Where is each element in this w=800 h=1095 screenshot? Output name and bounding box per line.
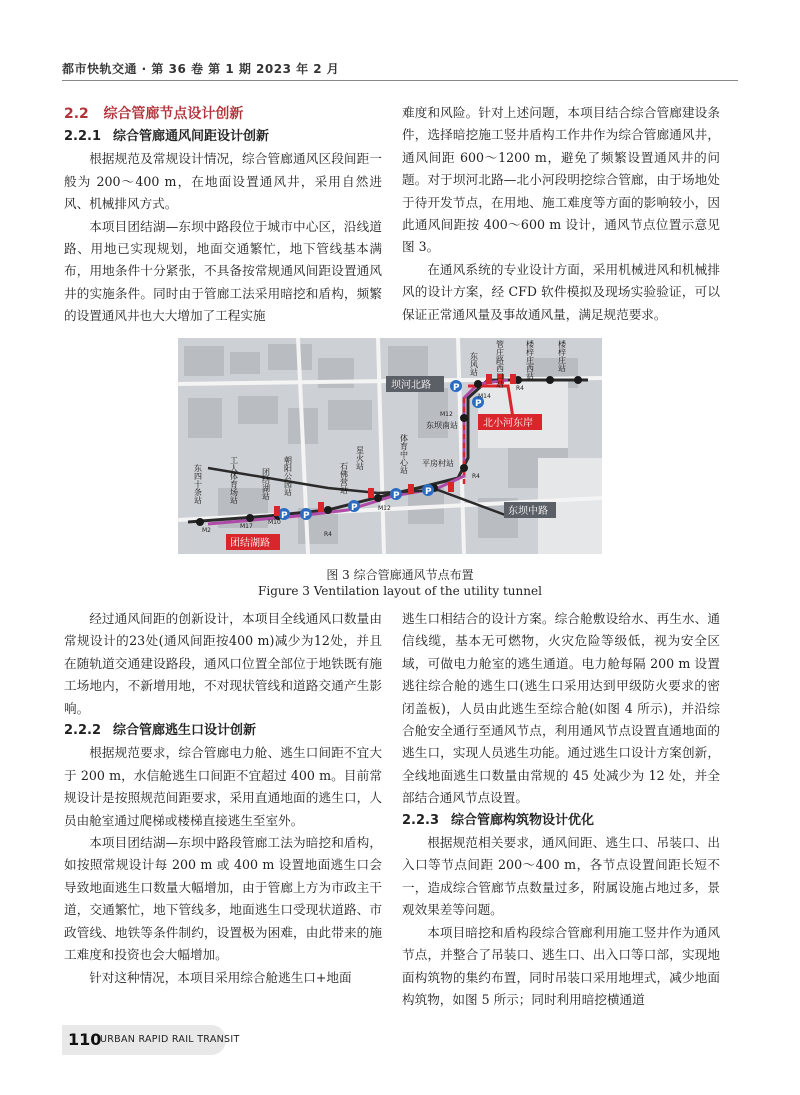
line-mark: M17 (240, 523, 253, 530)
figure-caption-cn: 图 3 综合管廊通风节点布置 (326, 568, 474, 582)
svg-text:P: P (303, 511, 310, 521)
subsection-title: 综合管廊通风间距设计创新 (113, 129, 270, 144)
paragraph: 逃生口相结合的设计方案。综合舱敷设给水、再生水、通信线缆，基本无可燃物，火灾危险等级低，视为安全区域，可做电力舱室的逃生通道。电力舱每隔 200 m 设置逃往综合舱的逃生口(逃生口采用达到甲级防火要求的密闭盖板)，人员由此逃生至综合舱(如图 4 所示)，并沿综合舱安全通行至通风节点，利用通风节点设置直通地面的逃生口，实现人员逃生功能。通过逃生口设计方案创新，全线地面逃生口数量由常规的 45 处减少为 12 处，并全部结合通风节点设置。 (402, 611, 720, 806)
station-label: 管庄路西口站 (495, 340, 505, 388)
line-mark: M14 (478, 393, 491, 400)
paragraph: 本项目团结湖—东坝中路段位于城市中心区，沿线道路、用地已实现规划，地面交通繁忙，地下管线基本满布，用地条件十分紧张，不具备按常规通风间距设置通风井的实施条件。同时由于管廊工法采用暗挖和盾构，频繁的设置通风井也大大增加了工程实施 (64, 218, 382, 324)
paragraph: 本项目暗挖和盾构段综合管廊利用施工竖井作为通风节点，并整合了吊装口、逃生口、出入口等口部，实现地面构筑物的集约布置，同时吊装口采用地埋式，减少地面构筑物，如图 5 所示；同时利用暗挖横通道 (402, 924, 720, 1007)
line-mark: M10 (268, 519, 281, 526)
svg-text:P: P (425, 487, 432, 497)
station-label: 楼梓庄站 (557, 340, 567, 372)
paragraph: 经过通风间距的创新设计，本项目全线通风口数量由常规设计的23处(通风间距按400 m)减少为12处，并且在随轨道交通建设路段，通风口位置全部位于地铁既有施工场地内，不新增用地，不对现状管线和道路交通产生影响。 (64, 611, 382, 716)
running-head: 都市快轨交通 · 第 36 卷 第 1 期 2023 年 2 月 (62, 62, 340, 76)
svg-text:P: P (393, 491, 400, 501)
station-label: 石佛营站 (339, 462, 349, 494)
station-label: 东四十条站 (193, 464, 203, 504)
paragraph: 本项目团结湖—东坝中路段管廊工法为暗挖和盾构，如按照常规设计每 200 m 或 400 m 设置地面逃生口会导致地面逃生口数量大幅增加，由于管廊上方为市政主干道，交通繁忙，地下管线多，地面逃生口受现状道路、市政管线、地铁等条件制约，设置极为困难，由此带来的施工难度和投资也会大幅增加。 (64, 835, 382, 963)
road-label-tuanjiehu: 团结湖路 (230, 538, 270, 549)
paragraph: 针对这种情况，本项目采用综合舱逃生口+地面 (89, 969, 352, 985)
section-title: 综合管廊节点设计创新 (103, 106, 244, 122)
left-column-top (64, 102, 382, 328)
line-mark: M12 (378, 505, 391, 512)
section-2-2-heading (64, 102, 382, 126)
subsection-title: 综合管廊构筑物设计优化 (451, 812, 595, 828)
svg-text:P: P (351, 503, 358, 513)
station-label: 东坝南站 (426, 421, 458, 430)
page-number: 110 (68, 1030, 102, 1049)
journal-name-en: URBAN RAPID RAIL TRANSIT (100, 1034, 240, 1045)
station-label: 工人体育场站 (229, 456, 239, 504)
paragraph: 根据规范及常规设计情况，综合管廊通风区段间距一般为 200～400 m，在地面设置通风井，采用自然进风、机械排风方式。 (64, 151, 382, 212)
header-rule (62, 80, 738, 81)
svg-text:P: P (453, 383, 460, 393)
section-2-2-2-heading (64, 720, 382, 742)
paragraph: 根据规范要求，综合管廊电力舱、逃生口间距不宜大于 200 m，水信舱逃生口间距不宜超过 400 m。目前常规设计是按照规范间距要求，采用直通地面的逃生口，人员由舱室通过爬梯或楼梯直接逃生至室外。 (64, 745, 382, 828)
right-column-bottom (402, 608, 720, 1011)
svg-text:P: P (281, 511, 288, 521)
section-2-2-1-heading (64, 126, 382, 148)
right-column-top (402, 102, 720, 326)
line-mark: M2 (202, 527, 211, 534)
station-label: 团结湖站 (261, 468, 271, 500)
station-label: 朝阳公园站 (283, 456, 293, 496)
paragraph: 难度和风险。针对上述问题，本项目结合综合管廊建设条件，选择暗挖施工竖井盾构工作井作为综合管廊通风井，通风间距 600～1200 m，避免了频繁设置通风井的问题。对于坝河北路—北小河段明挖综合管廊，由于场地处于待开发节点，在用地、施工难度等方面的影响较小，因此通风间距按 400～600 m 设计，通风节点位置示意见图 3。 (402, 105, 720, 255)
station-label: 体育中心站 (399, 434, 409, 474)
line-mark: R4 (472, 473, 480, 480)
subsection-number: 2.2.3 (402, 812, 440, 828)
station-label: 楼梓庄西站 (525, 340, 535, 380)
road-label-beixiaohe: 北小河东岸 (483, 418, 533, 429)
subsection-number: 2.2.1 (64, 129, 102, 144)
line-mark: R4 (516, 385, 524, 392)
section-number: 2.2 (64, 106, 89, 122)
road-label-bahe: 坝河北路 (391, 380, 431, 391)
ventilation-layout-map (178, 338, 602, 554)
line-mark: M12 (440, 411, 453, 418)
subsection-title: 综合管廊逃生口设计创新 (113, 723, 257, 739)
subsection-number: 2.2.2 (64, 723, 102, 739)
road-label-dongba: 东坝中路 (508, 506, 548, 517)
paragraph: 在通风系统的专业设计方面，采用机械进风和机械排风的设计方案，经 CFD 软件模拟及现场实验验证，可以保证正常通风量及事故通风量，满足规范要求。 (402, 261, 720, 322)
figure-caption-en: Figure 3 Ventilation layout of the utility tunnel (258, 584, 542, 598)
station-label: 东风站 (469, 352, 479, 376)
line-mark: R4 (324, 531, 332, 538)
paragraph: 根据规范相关要求，通风间距、逃生口、吊装口、出入口等节点间距 200～400 m，各节点设置间距长短不一，造成综合管廊节点数量过多，附属设施占地过多，景观效果差等问题。 (402, 835, 720, 918)
station-label: 星火站 (355, 446, 365, 470)
station-label: 平房村站 (422, 459, 454, 468)
section-2-2-3-heading (402, 810, 720, 832)
svg-text:P: P (475, 399, 482, 409)
left-column-bottom (64, 608, 382, 989)
